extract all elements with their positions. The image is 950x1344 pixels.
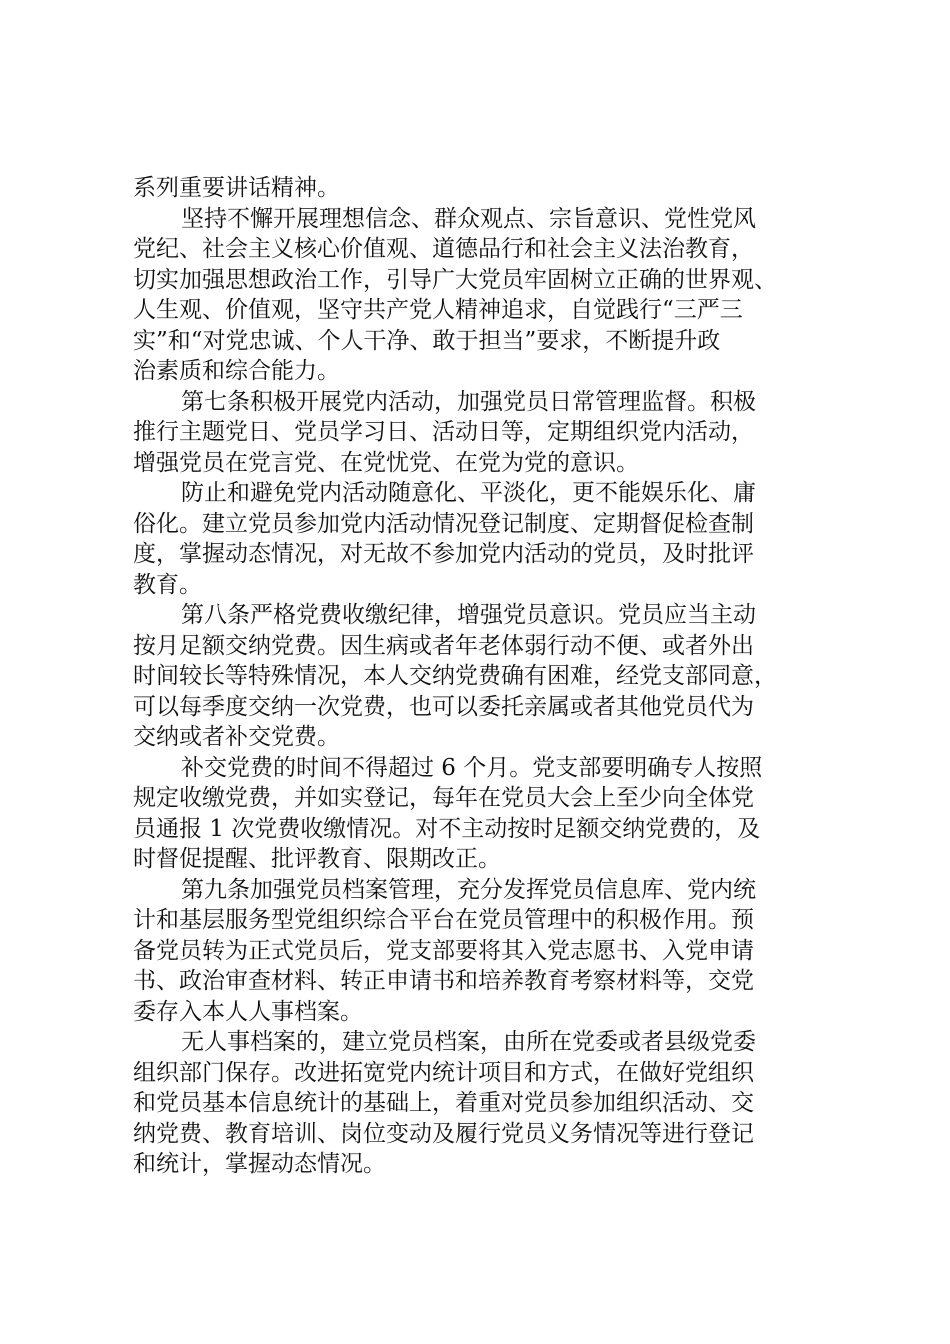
text-line: 可以每季度交纳一次党费，也可以委托亲属或者其他党员代为	[133, 693, 754, 720]
document-body	[133, 173, 828, 1180]
text-line: 系列重要讲话精神。	[133, 175, 340, 201]
text-line: 党纪、社会主义核心价值观、道德品行和社会主义法治教育，	[133, 236, 754, 262]
text-line: 无人事档案的，建立党员档案，由所在党委或者县级党委	[181, 1029, 756, 1055]
text-line: 度，掌握动态情况，对无故不参加党内活动的党员，及时批评	[133, 541, 754, 567]
text-line: 委存入本人人事档案。	[133, 998, 363, 1025]
text-line: 第九条加强党员档案管理，充分发挥党员信息库、党内统	[181, 876, 756, 903]
text-line: 切实加强思想政治工作，引导广大党员牢固树立正确的世界观、	[133, 266, 777, 293]
text-line: 第七条积极开展党内活动，加强党员日常管理监督。积极	[181, 388, 756, 415]
text-line: 补交党费的时间不得超过 6 个月。党支部要明确专人按照	[181, 754, 763, 781]
text-line: 计和基层服务型党组织综合平台在党员管理中的积极作用。预	[133, 907, 754, 933]
text-line: 教育。	[133, 571, 202, 598]
text-line: 组织部门保存。改进拓宽党内统计项目和方式，在做好党组织	[133, 1059, 754, 1086]
text-line: 坚持不懈开展理想信念、群众观点、宗旨意识、党性党风	[181, 205, 756, 232]
text-line: 按月足额交纳党费。因生病或者年老体弱行动不便、或者外出	[133, 632, 754, 659]
text-line: 和统计，掌握动态情况。	[133, 1151, 386, 1177]
text-line: 实”和“对党忠诚、个人干净、敢于担当”要求，不断提升政	[133, 327, 721, 354]
text-line: 时督促提醒、批评教育、限期改正。	[133, 846, 501, 872]
text-line: 俗化。建立党员参加党内活动情况登记制度、定期督促检查制	[133, 510, 754, 537]
text-line: 备党员转为正式党员后，党支部要将其入党志愿书、入党申请	[133, 937, 754, 964]
text-line: 人生观、价值观，坚守共产党人精神追求，自觉践行“三严三	[133, 297, 743, 323]
text-line: 第八条严格党费收缴纪律，增强党员意识。党员应当主动	[181, 602, 756, 628]
text-line: 规定收缴党费，并如实登记，每年在党员大会上至少向全体党	[133, 785, 754, 811]
text-line: 增强党员在党言党、在党忧党、在党为党的意识。	[133, 449, 639, 476]
text-line: 治素质和综合能力。	[133, 358, 340, 384]
text-line: 交纳或者补交党费。	[133, 724, 340, 750]
text-line: 书、政治审查材料、转正申请书和培养教育考察材料等，交党	[133, 968, 754, 994]
text-line: 和党员基本信息统计的基础上，着重对党员参加组织活动、交	[133, 1090, 754, 1116]
text-line: 纳党费、教育培训、岗位变动及履行党员义务情况等进行登记	[133, 1120, 754, 1147]
text-line: 推行主题党日、党员学习日、活动日等，定期组织党内活动，	[133, 419, 754, 445]
text-line: 防止和避免党内活动随意化、平淡化，更不能娱乐化、庸	[181, 480, 756, 506]
text-line: 员通报 1 次党费收缴情况。对不主动按时足额交纳党费的，及	[133, 815, 761, 842]
text-line: 时间较长等特殊情况，本人交纳党费确有困难，经党支部同意，	[133, 663, 777, 689]
